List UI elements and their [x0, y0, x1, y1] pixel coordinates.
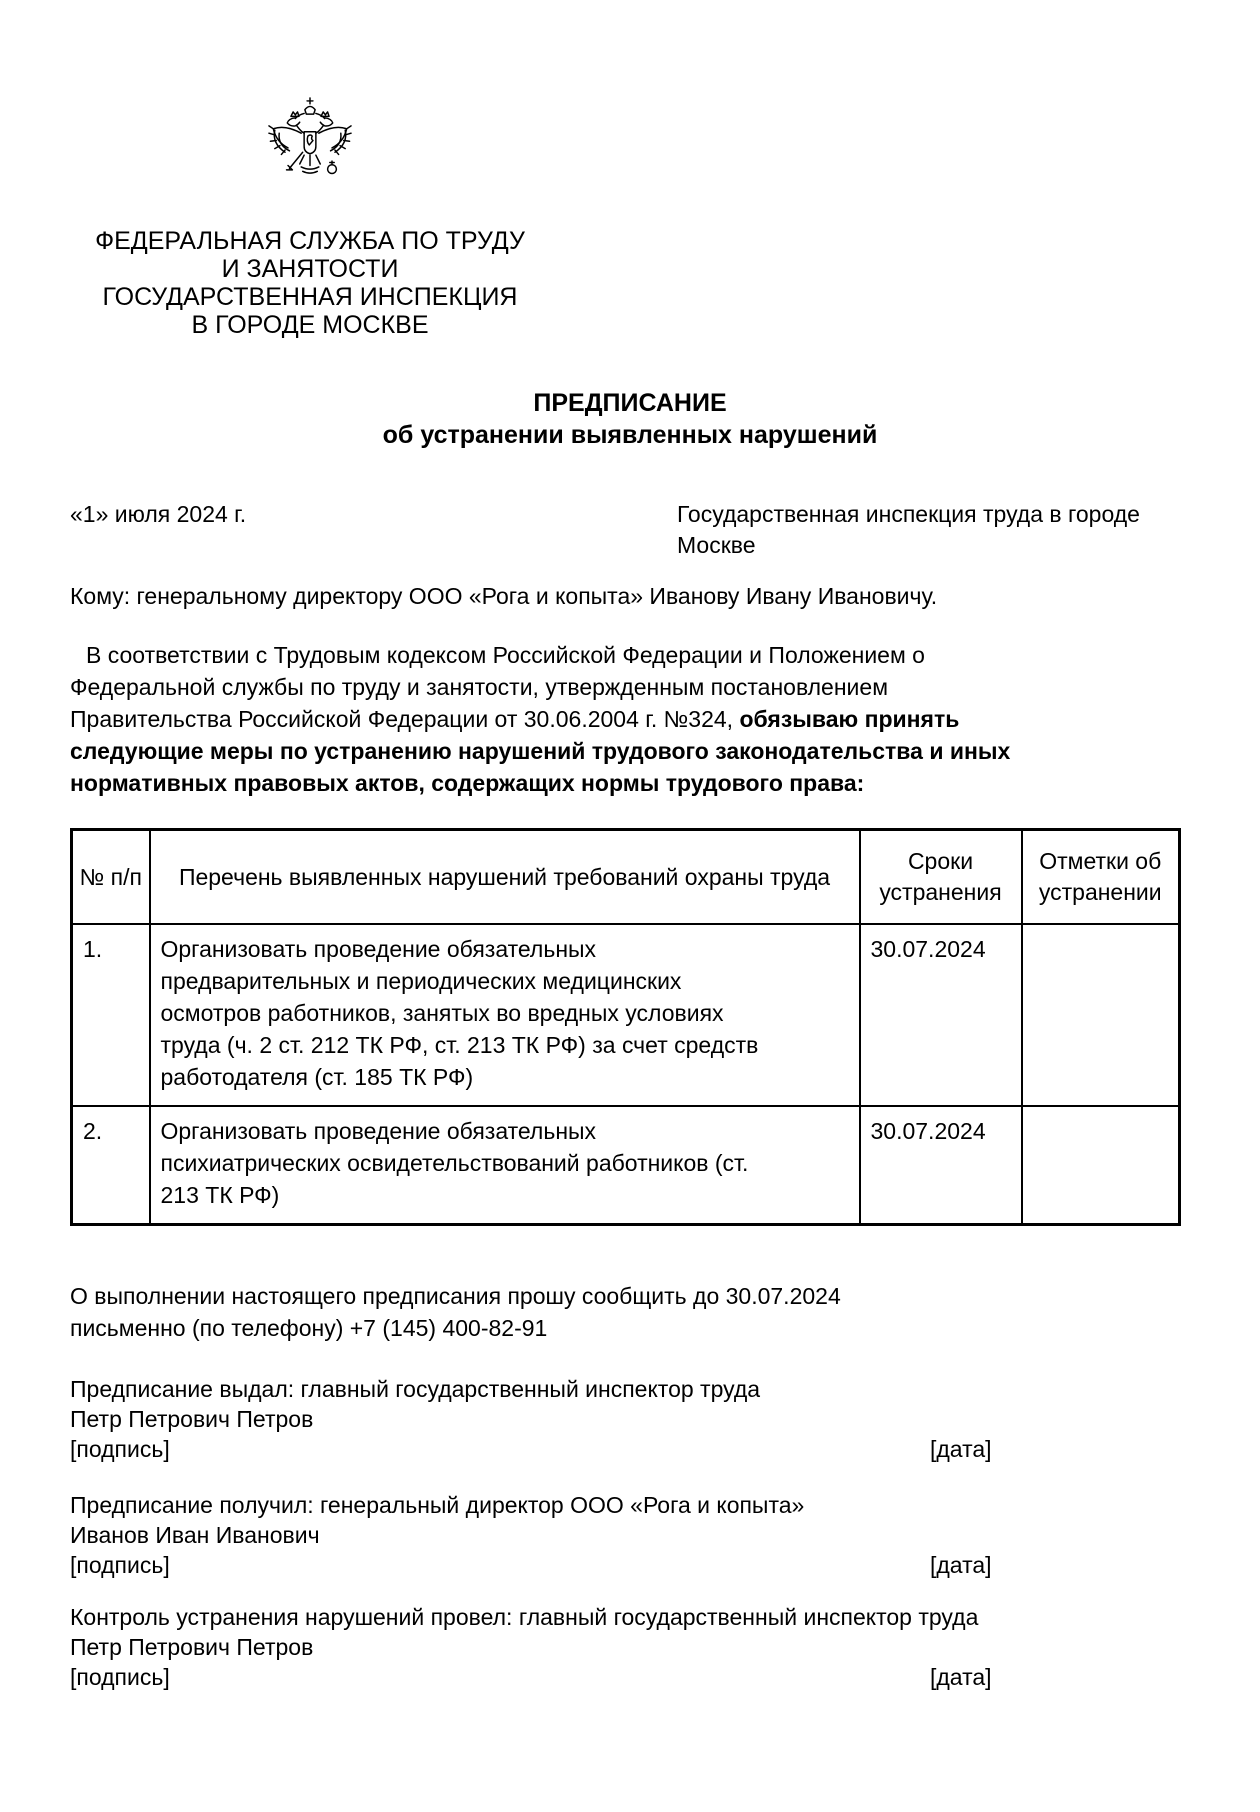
addressee-line: Кому: генеральному директору ООО «Рога и копыта» Иванову Ивану Ивановичу.	[70, 583, 938, 609]
coat-of-arms-icon	[266, 95, 354, 189]
agency-line-3: ГОСУДАРСТВЕННАЯ ИНСПЕКЦИЯ	[102, 283, 518, 311]
table-row	[72, 924, 1180, 1106]
agency-name	[70, 227, 550, 339]
document-date: «1» июля 2024 г.	[70, 501, 247, 527]
signature-line	[70, 1434, 1190, 1464]
signature-name: Петр Петрович Петров	[70, 1406, 314, 1432]
agency-line-4: В ГОРОДЕ МОСКВЕ	[191, 311, 429, 339]
signature-placeholder: [подпись]	[70, 1664, 170, 1690]
preamble-regular-text: В соответствии с Трудовым кодексом Российской Федерации и Положением о Федеральной службы по труду и занятости, утвержденным постановлением Правительства Российской Федерации от 30.06.2004 г. №324,	[70, 642, 925, 732]
signature-line	[70, 1550, 1190, 1580]
header-violation-list: Перечень выявленных нарушений требований охраны труда	[150, 830, 860, 925]
mark-cell	[1022, 924, 1180, 1106]
violation-cell: Организовать проведение обязательных психиатрических освидетельствований работников (ст. 213 ТК РФ)	[150, 1106, 860, 1225]
date-row	[70, 499, 1190, 561]
date-placeholder: [дата]	[930, 1552, 992, 1578]
signature-placeholder: [подпись]	[70, 1436, 170, 1462]
document-subtitle: об устранении выявленных нарушений	[382, 421, 878, 449]
signature-block-received	[70, 1490, 1190, 1580]
issuing-authority: Государственная инспекция труда в городе Москве	[677, 501, 1140, 558]
signature-name: Петр Петрович Петров	[70, 1634, 314, 1660]
signature-placeholder: [подпись]	[70, 1552, 170, 1578]
signature-role: Контроль устранения нарушений провел: главный государственный инспектор труда	[70, 1604, 979, 1630]
violations-table	[70, 828, 1181, 1226]
violation-cell: Организовать проведение обязательных предварительных и периодических медицинских осмотров работников, занятых во вредных условиях труда (ч. 2 ст. 212 ТК РФ, ст. 213 ТК РФ) за счет средств работодателя (ст. 185 ТК РФ)	[150, 924, 860, 1106]
table-row	[72, 1106, 1180, 1225]
notification-paragraph: О выполнении настоящего предписания прошу сообщить до 30.07.2024 письменно (по телефону) +7 (145) 400-82-91	[70, 1283, 841, 1341]
header-mark: Отметки об устранении	[1022, 830, 1180, 925]
deadline-cell: 30.07.2024	[860, 1106, 1022, 1225]
document-title-block	[70, 387, 1190, 451]
header-deadline: Сроки устранения	[860, 830, 1022, 925]
agency-line-2: И ЗАНЯТОСТИ	[221, 255, 399, 283]
row-number-cell: 2.	[72, 1106, 150, 1225]
header-row-number: № п/п	[72, 830, 150, 925]
deadline-cell: 30.07.2024	[860, 924, 1022, 1106]
signature-role: Предписание получил: генеральный директор ООО «Рога и копыта»	[70, 1492, 805, 1518]
signature-line	[70, 1662, 1190, 1692]
signature-block-issued	[70, 1374, 1190, 1464]
document-content	[0, 95, 1260, 1692]
table-header-row	[72, 830, 1180, 925]
signature-name: Иванов Иван Иванович	[70, 1522, 320, 1548]
document-title: ПРЕДПИСАНИЕ	[533, 389, 727, 417]
signature-block-control	[70, 1602, 1190, 1692]
date-placeholder: [дата]	[930, 1436, 992, 1462]
signature-role: Предписание выдал: главный государственный инспектор труда	[70, 1376, 761, 1402]
agency-line-1: ФЕДЕРАЛЬНАЯ СЛУЖБА ПО ТРУДУ	[95, 227, 525, 255]
row-number-cell: 1.	[72, 924, 150, 1106]
preamble-bold-text: обязываю принять следующие меры по устранению нарушений трудового законодательства и иных нормативных правовых актов, содержащих нормы трудового права:	[70, 706, 1011, 796]
mark-cell	[1022, 1106, 1180, 1225]
date-placeholder: [дата]	[930, 1664, 992, 1690]
preamble-paragraph	[70, 639, 1035, 799]
letterhead	[70, 95, 550, 339]
